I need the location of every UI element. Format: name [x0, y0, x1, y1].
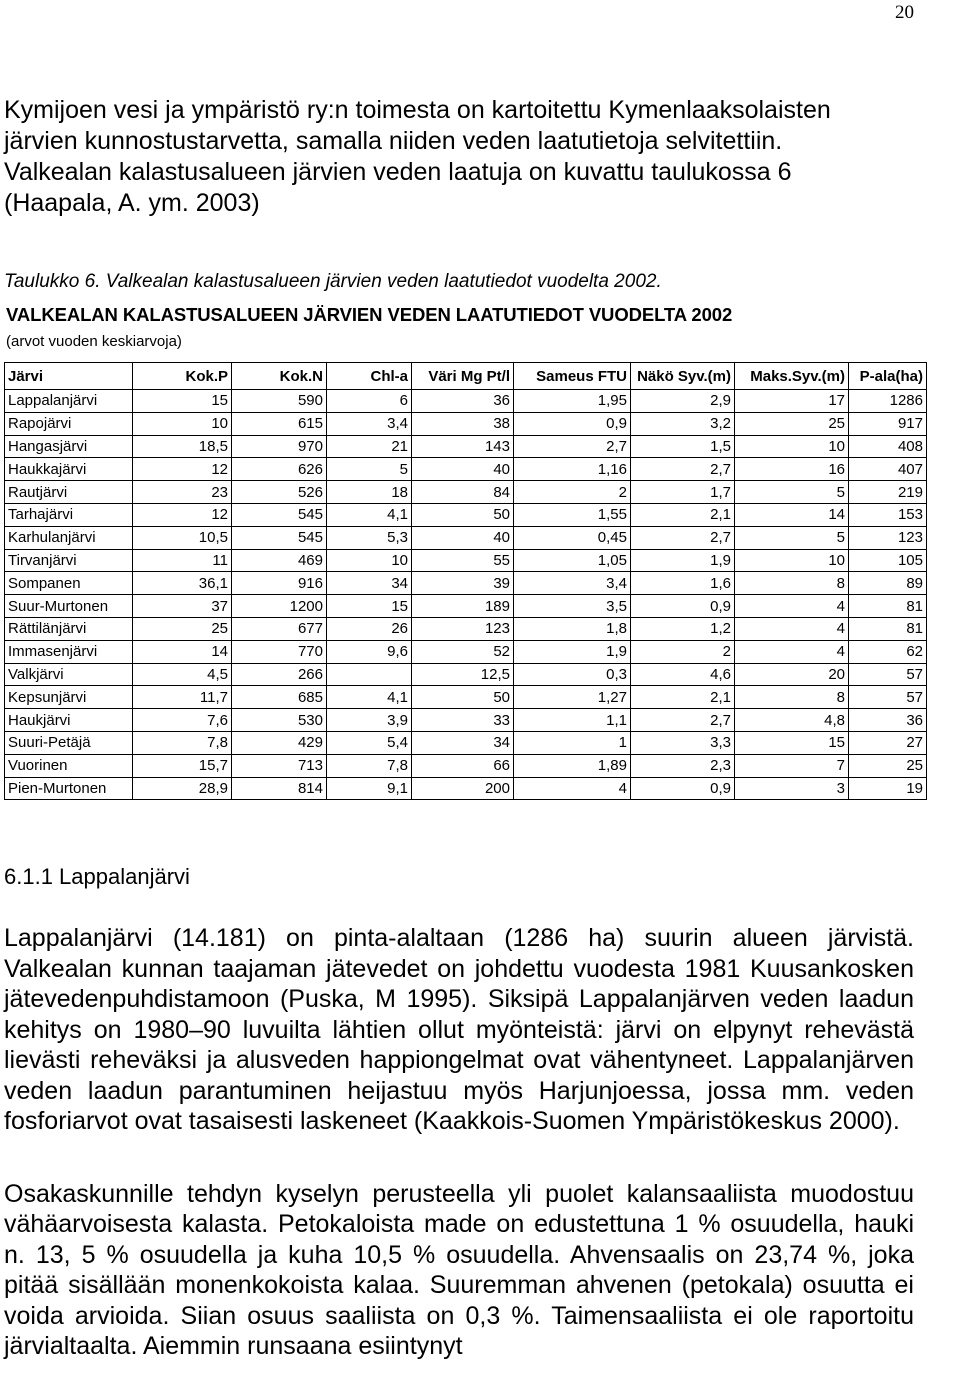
value-cell: 770 — [232, 640, 327, 663]
value-cell: 7,8 — [133, 731, 232, 754]
value-cell: 3 — [735, 777, 849, 800]
section-heading: 6.1.1 Lappalanjärvi — [4, 864, 190, 889]
value-cell: 0,9 — [631, 777, 735, 800]
column-header: Chl-a — [327, 363, 412, 390]
table-row — [5, 526, 927, 549]
table-row — [5, 617, 927, 640]
value-cell: 15 — [327, 595, 412, 618]
table-row — [5, 458, 927, 481]
lake-name-cell: Haukjärvi — [5, 709, 133, 732]
value-cell: 10 — [133, 412, 232, 435]
value-cell: 6 — [327, 390, 412, 413]
table-row — [5, 412, 927, 435]
lake-name-cell: Vuorinen — [5, 754, 133, 777]
value-cell: 3,9 — [327, 709, 412, 732]
value-cell: 1,7 — [631, 481, 735, 504]
value-cell: 153 — [849, 503, 927, 526]
table-row — [5, 754, 927, 777]
value-cell: 15 — [133, 390, 232, 413]
value-cell: 40 — [412, 526, 514, 549]
value-cell: 677 — [232, 617, 327, 640]
value-cell: 8 — [735, 572, 849, 595]
value-cell: 19 — [849, 777, 927, 800]
value-cell: 50 — [412, 686, 514, 709]
column-header: Väri Mg Pt/l — [412, 363, 514, 390]
value-cell: 11,7 — [133, 686, 232, 709]
body-paragraph: Osakaskunnille tehdyn kyselyn perusteella yli puolet kalansaaliista muodostuu vähäarvoisesta kalasta. Petokaloista made on edustettuna 1 % osuudella, hauki n. 13, 5 % osuudella ja kuha 10,5 % osuudella. Ahvensaalis on 23,74 %, joka pitää sisällään monenkokoista kalaa. Suuremman ahvenen (petokala) osuutta ei voida arvioida. Siian osuus saaliista on 0,3 %. Taimensaaliista ei ole raportoitu järvialtaalta. Aiemmin runsaana esiintynyt — [4, 1179, 914, 1360]
value-cell: 2,7 — [631, 526, 735, 549]
value-cell: 3,5 — [514, 595, 631, 618]
value-cell: 4 — [735, 595, 849, 618]
value-cell: 8 — [735, 686, 849, 709]
value-cell: 469 — [232, 549, 327, 572]
value-cell: 2,7 — [514, 435, 631, 458]
value-cell: 0,9 — [514, 412, 631, 435]
column-header: Sameus FTU — [514, 363, 631, 390]
value-cell: 2,7 — [631, 458, 735, 481]
lake-name-cell: Rautjärvi — [5, 481, 133, 504]
value-cell: 530 — [232, 709, 327, 732]
value-cell: 25 — [735, 412, 849, 435]
value-cell: 14 — [735, 503, 849, 526]
table-row — [5, 709, 927, 732]
intro-line: järvien kunnostustarvetta, samalla niiden veden laatutietoja selvitettiin. — [4, 127, 783, 155]
value-cell: 1286 — [849, 390, 927, 413]
lake-name-cell: Tarhajärvi — [5, 503, 133, 526]
value-cell: 1,05 — [514, 549, 631, 572]
value-cell: 17 — [735, 390, 849, 413]
table-row — [5, 435, 927, 458]
value-cell: 28,9 — [133, 777, 232, 800]
intro-paragraph — [4, 95, 914, 219]
intro-line: Kymijoen vesi ja ympäristö ry:n toimesta on kartoitettu Kymenlaaksolaisten — [4, 96, 831, 124]
intro-line: (Haapala, A. ym. 2003) — [4, 189, 260, 217]
value-cell: 4 — [514, 777, 631, 800]
value-cell: 12,5 — [412, 663, 514, 686]
value-cell: 12 — [133, 458, 232, 481]
value-cell: 9,1 — [327, 777, 412, 800]
intro-line: Valkealan kalastusalueen järvien veden laatuja on kuvattu taulukossa 6 — [4, 158, 792, 186]
value-cell: 219 — [849, 481, 927, 504]
table-row — [5, 503, 927, 526]
value-cell: 917 — [849, 412, 927, 435]
value-cell: 15 — [735, 731, 849, 754]
value-cell: 0,45 — [514, 526, 631, 549]
table-header-row — [5, 363, 927, 390]
value-cell: 3,4 — [514, 572, 631, 595]
lake-name-cell: Hangasjärvi — [5, 435, 133, 458]
column-header: Kok.N — [232, 363, 327, 390]
value-cell: 5,4 — [327, 731, 412, 754]
value-cell: 1,5 — [631, 435, 735, 458]
value-cell: 5,3 — [327, 526, 412, 549]
value-cell: 38 — [412, 412, 514, 435]
value-cell: 2 — [514, 481, 631, 504]
value-cell: 2,1 — [631, 503, 735, 526]
value-cell: 57 — [849, 686, 927, 709]
value-cell: 20 — [735, 663, 849, 686]
value-cell: 52 — [412, 640, 514, 663]
value-cell: 143 — [412, 435, 514, 458]
value-cell: 2,1 — [631, 686, 735, 709]
value-cell: 12 — [133, 503, 232, 526]
value-cell: 713 — [232, 754, 327, 777]
value-cell: 1 — [514, 731, 631, 754]
table-caption: Taulukko 6. Valkealan kalastusalueen järvien veden laatutiedot vuodelta 2002. — [4, 271, 662, 292]
section-body — [4, 923, 914, 1362]
value-cell: 10 — [327, 549, 412, 572]
value-cell: 16 — [735, 458, 849, 481]
lake-name-cell: Lappalanjärvi — [5, 390, 133, 413]
value-cell: 89 — [849, 572, 927, 595]
value-cell: 5 — [735, 481, 849, 504]
value-cell: 615 — [232, 412, 327, 435]
table-row — [5, 481, 927, 504]
value-cell: 590 — [232, 390, 327, 413]
table-row — [5, 595, 927, 618]
value-cell: 814 — [232, 777, 327, 800]
table-row — [5, 663, 927, 686]
table-row — [5, 640, 927, 663]
value-cell: 123 — [849, 526, 927, 549]
table-body — [5, 390, 927, 800]
value-cell: 1,8 — [514, 617, 631, 640]
value-cell: 1,2 — [631, 617, 735, 640]
value-cell: 11 — [133, 549, 232, 572]
value-cell: 1,16 — [514, 458, 631, 481]
lake-name-cell: Immasenjärvi — [5, 640, 133, 663]
value-cell: 10 — [735, 549, 849, 572]
column-header: P-ala(ha) — [849, 363, 927, 390]
value-cell: 545 — [232, 526, 327, 549]
value-cell: 2,9 — [631, 390, 735, 413]
value-cell: 15,7 — [133, 754, 232, 777]
value-cell: 1,95 — [514, 390, 631, 413]
value-cell: 970 — [232, 435, 327, 458]
value-cell: 1,6 — [631, 572, 735, 595]
table-row — [5, 549, 927, 572]
lake-name-cell: Rapojärvi — [5, 412, 133, 435]
value-cell: 10 — [735, 435, 849, 458]
value-cell: 408 — [849, 435, 927, 458]
lake-name-cell: Tirvanjärvi — [5, 549, 133, 572]
value-cell: 36,1 — [133, 572, 232, 595]
value-cell: 200 — [412, 777, 514, 800]
value-cell: 9,6 — [327, 640, 412, 663]
value-cell: 916 — [232, 572, 327, 595]
value-cell: 1,89 — [514, 754, 631, 777]
value-cell: 4,1 — [327, 503, 412, 526]
lake-name-cell: Pien-Murtonen — [5, 777, 133, 800]
value-cell: 189 — [412, 595, 514, 618]
value-cell: 81 — [849, 617, 927, 640]
value-cell: 105 — [849, 549, 927, 572]
value-cell: 21 — [327, 435, 412, 458]
lake-name-cell: Rättilänjärvi — [5, 617, 133, 640]
value-cell: 36 — [412, 390, 514, 413]
table-row — [5, 390, 927, 413]
value-cell: 39 — [412, 572, 514, 595]
value-cell: 25 — [849, 754, 927, 777]
value-cell: 26 — [327, 617, 412, 640]
value-cell: 7,8 — [327, 754, 412, 777]
value-cell — [327, 663, 412, 686]
lake-name-cell: Kepsunjärvi — [5, 686, 133, 709]
value-cell: 33 — [412, 709, 514, 732]
value-cell: 18 — [327, 481, 412, 504]
value-cell: 0,3 — [514, 663, 631, 686]
value-cell: 50 — [412, 503, 514, 526]
value-cell: 27 — [849, 731, 927, 754]
body-paragraph: Lappalanjärvi (14.181) on pinta-alaltaan (1286 ha) suurin alueen järvistä. Valkealan kunnan taajaman jätevedet on johdettu vuodesta 1981 Kuusankosken jätevedenpuhdistamoon (Puska, M 1995). Siksipä Lappalanjärven veden laadun kehitys on 1980–90 luvuilta lähtien ollut myönteistä: järvi on elpynyt rehevästä lievästi reheväksi ja alusveden happiongelmat ovat vähentyneet. Lappalanjärven veden laadun parantuminen heijastuu myös Harjunjoessa, jossa mm. veden fosforiarvot ovat tasaisesti laskeneet (Kaakkois-Suomen Ympäristökeskus 2000). — [4, 924, 914, 1135]
value-cell: 266 — [232, 663, 327, 686]
value-cell: 66 — [412, 754, 514, 777]
table-row — [5, 572, 927, 595]
page-number: 20 — [895, 2, 914, 23]
value-cell: 429 — [232, 731, 327, 754]
value-cell: 4,5 — [133, 663, 232, 686]
value-cell: 1,1 — [514, 709, 631, 732]
value-cell: 1,9 — [514, 640, 631, 663]
table-row — [5, 686, 927, 709]
value-cell: 626 — [232, 458, 327, 481]
table-subtitle: (arvot vuoden keskiarvoja) — [6, 333, 182, 350]
value-cell: 2,7 — [631, 709, 735, 732]
table-row — [5, 731, 927, 754]
lake-name-cell: Suur-Murtonen — [5, 595, 133, 618]
column-header: Näkö Syv.(m) — [631, 363, 735, 390]
value-cell: 23 — [133, 481, 232, 504]
value-cell: 34 — [412, 731, 514, 754]
column-header: Kok.P — [133, 363, 232, 390]
value-cell: 3,3 — [631, 731, 735, 754]
lake-name-cell: Suuri-Petäjä — [5, 731, 133, 754]
value-cell: 4,6 — [631, 663, 735, 686]
value-cell: 40 — [412, 458, 514, 481]
value-cell: 3,4 — [327, 412, 412, 435]
lake-name-cell: Valkjärvi — [5, 663, 133, 686]
value-cell: 81 — [849, 595, 927, 618]
value-cell: 407 — [849, 458, 927, 481]
table-title: VALKEALAN KALASTUSALUEEN JÄRVIEN VEDEN LAATUTIEDOT VUODELTA 2002 — [6, 304, 733, 325]
table-row — [5, 777, 927, 800]
value-cell: 36 — [849, 709, 927, 732]
value-cell: 0,9 — [631, 595, 735, 618]
value-cell: 37 — [133, 595, 232, 618]
value-cell: 5 — [327, 458, 412, 481]
value-cell: 2 — [631, 640, 735, 663]
value-cell: 5 — [735, 526, 849, 549]
value-cell: 1,9 — [631, 549, 735, 572]
value-cell: 1,55 — [514, 503, 631, 526]
value-cell: 34 — [327, 572, 412, 595]
value-cell: 18,5 — [133, 435, 232, 458]
column-header: Maks.Syv.(m) — [735, 363, 849, 390]
value-cell: 4,1 — [327, 686, 412, 709]
value-cell: 4 — [735, 617, 849, 640]
value-cell: 62 — [849, 640, 927, 663]
value-cell: 1200 — [232, 595, 327, 618]
value-cell: 57 — [849, 663, 927, 686]
value-cell: 84 — [412, 481, 514, 504]
lake-name-cell: Haukkajärvi — [5, 458, 133, 481]
value-cell: 1,27 — [514, 686, 631, 709]
lake-name-cell: Karhulanjärvi — [5, 526, 133, 549]
value-cell: 7,6 — [133, 709, 232, 732]
lake-name-cell: Sompanen — [5, 572, 133, 595]
value-cell: 10,5 — [133, 526, 232, 549]
value-cell: 14 — [133, 640, 232, 663]
value-cell: 25 — [133, 617, 232, 640]
value-cell: 685 — [232, 686, 327, 709]
value-cell: 526 — [232, 481, 327, 504]
value-cell: 123 — [412, 617, 514, 640]
column-header: Järvi — [5, 363, 133, 390]
value-cell: 4,8 — [735, 709, 849, 732]
value-cell: 545 — [232, 503, 327, 526]
value-cell: 55 — [412, 549, 514, 572]
value-cell: 4 — [735, 640, 849, 663]
value-cell: 2,3 — [631, 754, 735, 777]
value-cell: 3,2 — [631, 412, 735, 435]
water-quality-table — [4, 362, 927, 800]
value-cell: 7 — [735, 754, 849, 777]
